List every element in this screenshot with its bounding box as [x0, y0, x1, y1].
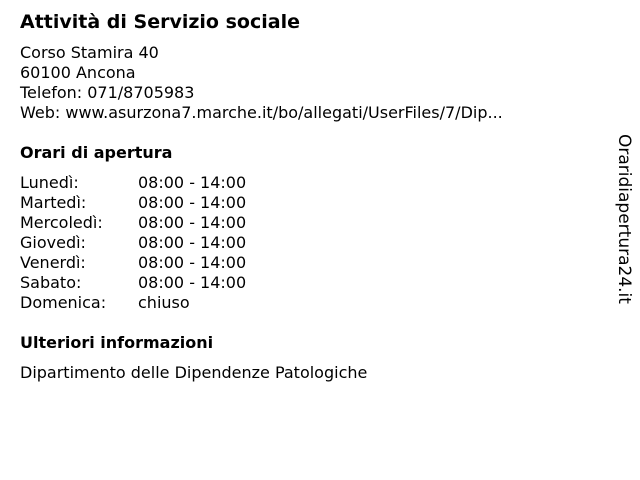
street-address: Corso Stamira 40 — [20, 43, 159, 62]
hours-row-thursday — [20, 233, 600, 253]
more-info-text: Dipartimento delle Dipendenze Patologiche — [20, 363, 368, 382]
hours-day-label: Mercoledì: — [20, 213, 103, 232]
business-card — [20, 9, 600, 383]
hours-day-label: Giovedì: — [20, 233, 86, 252]
hours-row-friday — [20, 253, 600, 273]
hours-day-label: Lunedì: — [20, 173, 79, 192]
hours-time-value: 08:00 - 14:00 — [138, 233, 247, 252]
opening-hours-heading: Orari di apertura — [20, 143, 173, 162]
hours-row-sunday — [20, 293, 600, 313]
hours-time-value: 08:00 - 14:00 — [138, 213, 247, 232]
hours-row-monday — [20, 173, 600, 193]
site-brand-vertical: Oraridiapertura24.it — [614, 134, 634, 304]
hours-day-label: Sabato: — [20, 273, 82, 292]
website-link[interactable]: Web: www.asurzona7.marche.it/bo/allegati/UserFiles/7/Dip... — [20, 103, 503, 122]
hours-day-label: Venerdì: — [20, 253, 86, 272]
phone-number: Telefon: 071/8705983 — [20, 83, 195, 102]
hours-time-value: chiuso — [138, 293, 190, 312]
hours-time-value: 08:00 - 14:00 — [138, 253, 247, 272]
hours-day-label: Martedì: — [20, 193, 87, 212]
hours-day-label: Domenica: — [20, 293, 107, 312]
hours-row-saturday — [20, 273, 600, 293]
city-address: 60100 Ancona — [20, 63, 136, 82]
hours-time-value: 08:00 - 14:00 — [138, 173, 247, 192]
hours-time-value: 08:00 - 14:00 — [138, 193, 247, 212]
hours-row-wednesday — [20, 213, 600, 233]
hours-time-value: 08:00 - 14:00 — [138, 273, 247, 292]
more-info-heading: Ulteriori informazioni — [20, 333, 214, 352]
opening-hours-table — [20, 173, 600, 313]
hours-row-tuesday — [20, 193, 600, 213]
business-name: Attività di Servizio sociale — [20, 11, 300, 33]
